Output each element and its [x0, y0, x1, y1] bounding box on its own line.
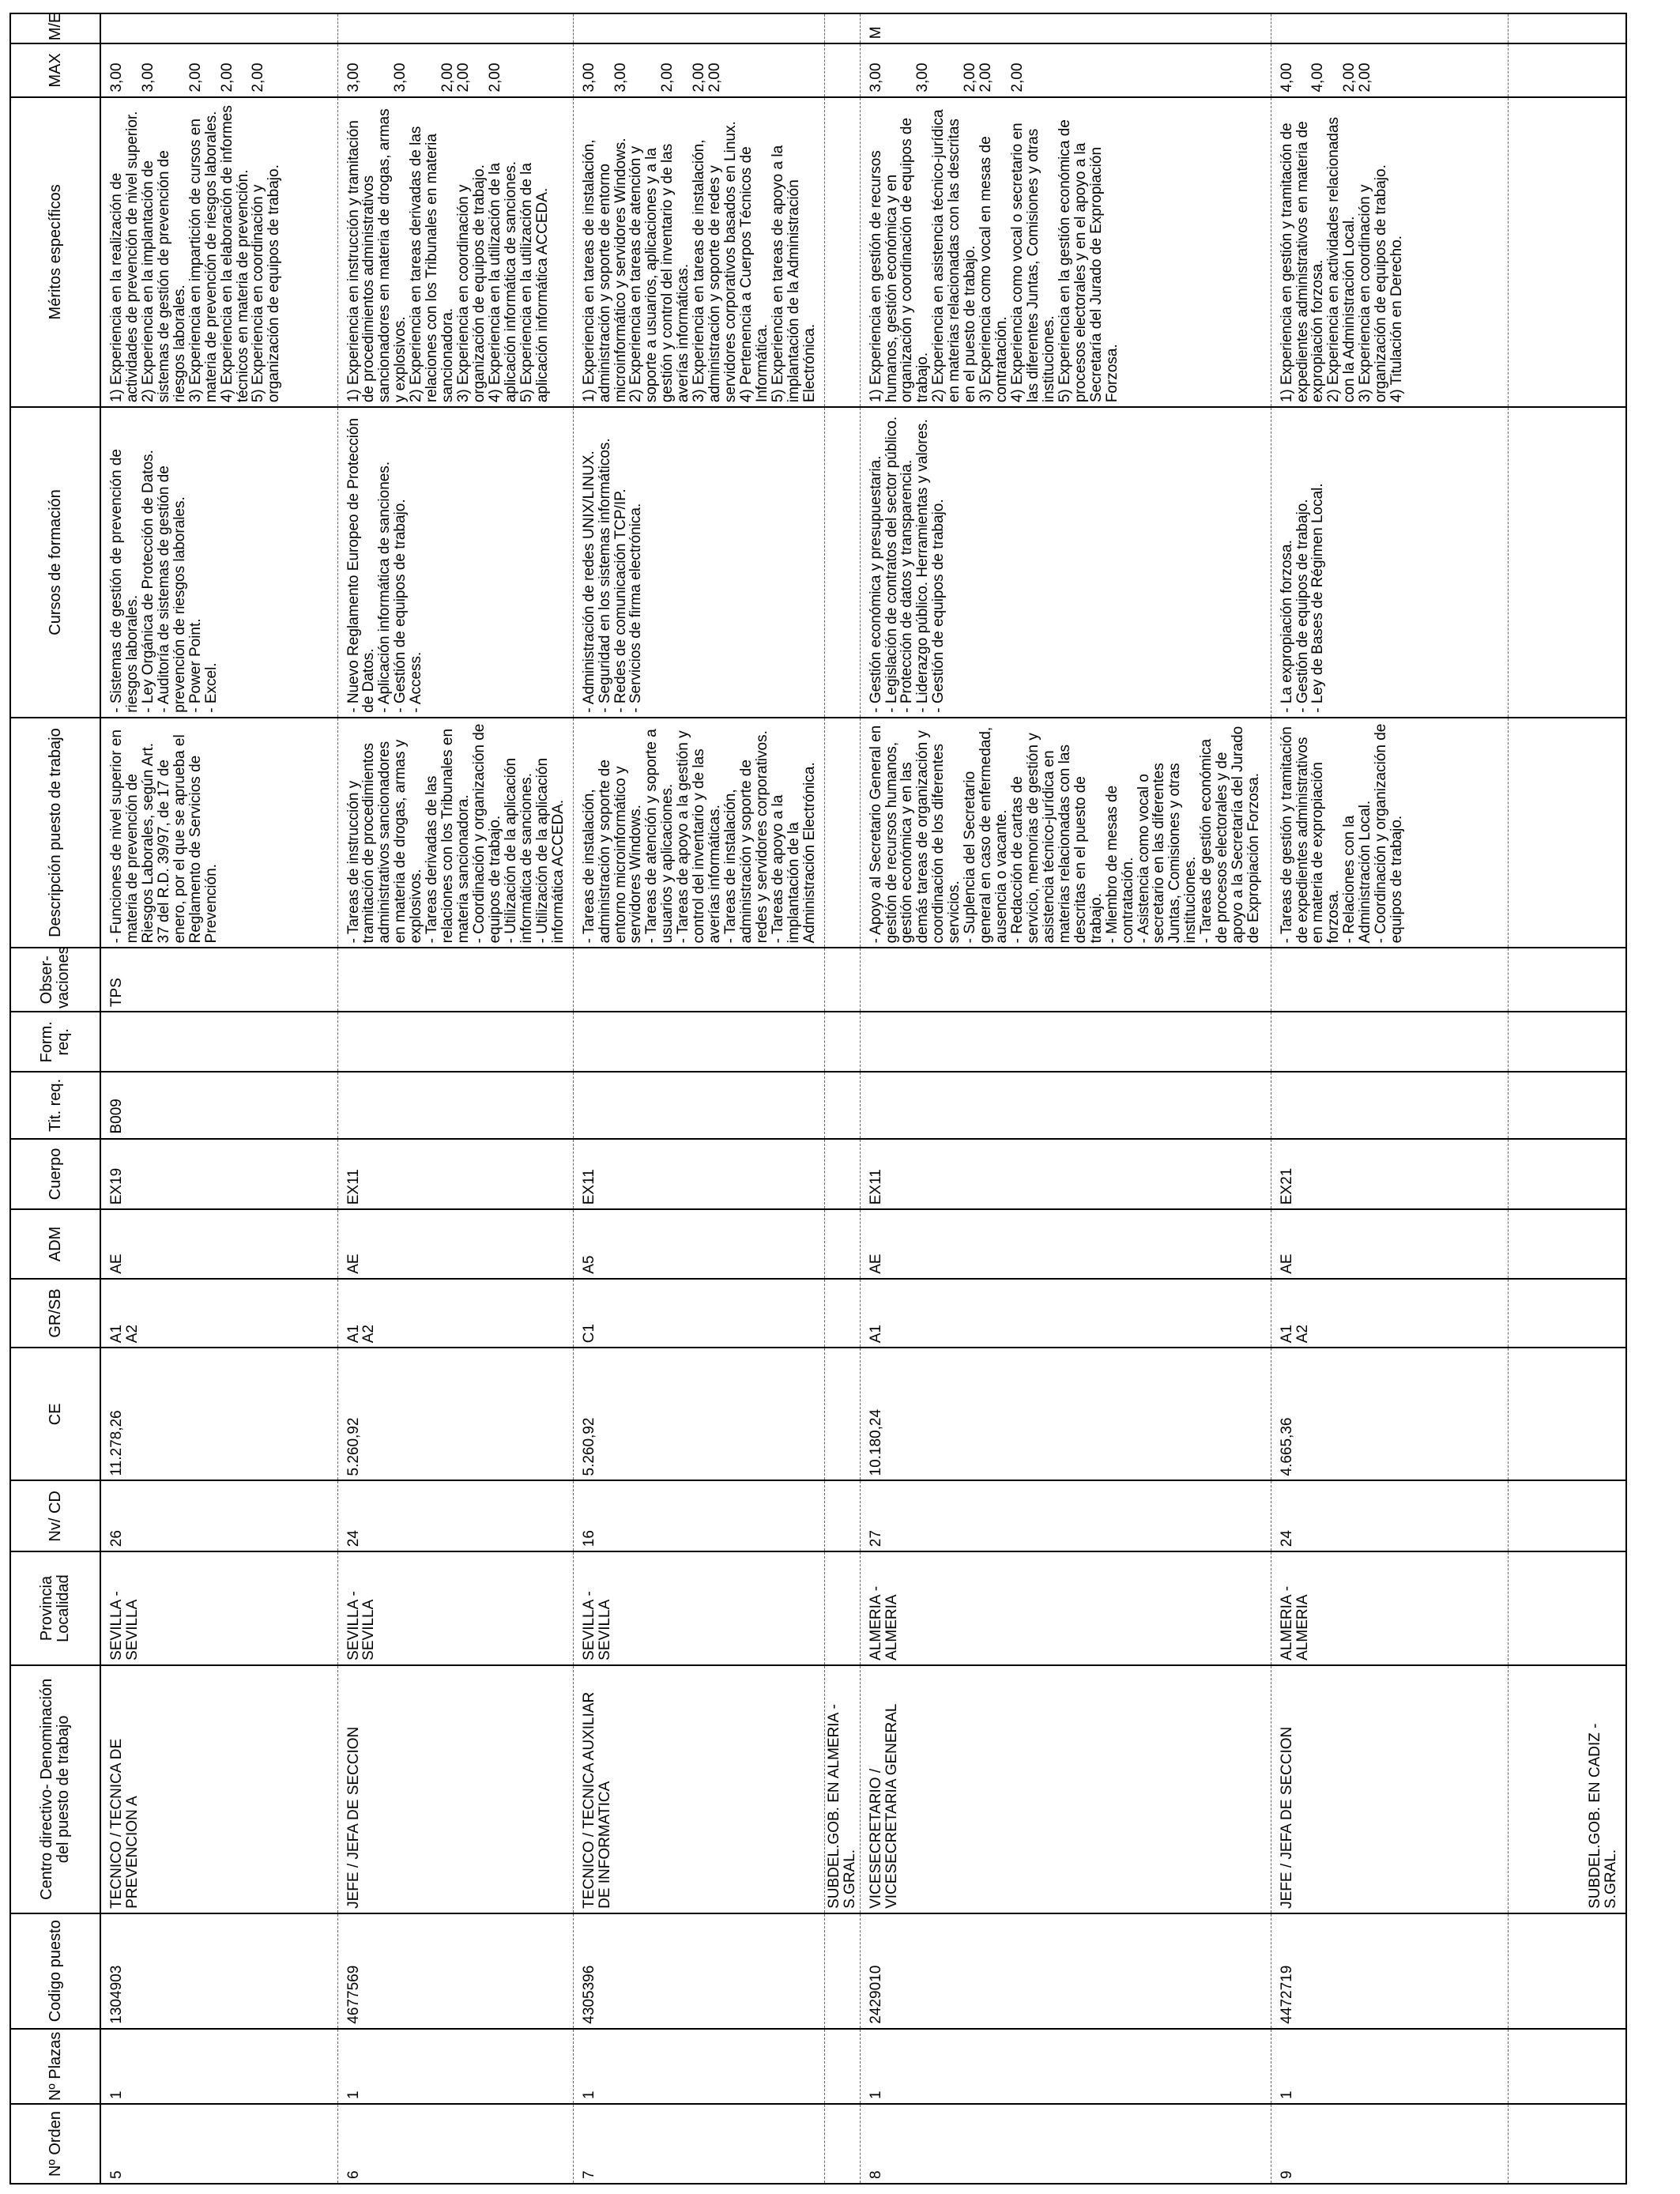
section-row	[824, 13, 860, 2184]
plazas-cell: 1	[860, 2029, 1271, 2104]
nivel-cell: 24	[1271, 1481, 1508, 1552]
col-plazas: Nº Plazas	[10, 2029, 100, 2104]
col-centro: Centro directivo- Denominación del puesto de trabajo	[10, 1665, 100, 1913]
me-cell	[100, 13, 337, 43]
col-nivel: Nv/ CD	[10, 1481, 100, 1552]
adm-cell: AE	[100, 1209, 337, 1278]
max-cell: 3,00 3,00 2,00 2,00 2,00	[337, 43, 573, 96]
orden-cell: 7	[573, 2104, 824, 2184]
centro-cell: TECNICO / TECNICA DE PREVENCION A	[100, 1665, 337, 1913]
max-cell: 3,00 3,00 2,00 2,00 2,00	[573, 43, 824, 96]
form-cell	[573, 1012, 824, 1072]
obs-cell	[1271, 948, 1508, 1012]
nivel-cell: 24	[337, 1481, 573, 1552]
centro-cell: VICESECRETARIO / VICESECRETARIA GENERAL	[860, 1665, 1271, 1913]
codigo-cell: 4472719	[1271, 1913, 1508, 2029]
ce-cell: 5.260,92	[573, 1348, 824, 1480]
plazas-cell: 1	[573, 2029, 824, 2104]
obs-cell: TPS	[100, 948, 337, 1012]
form-cell	[1271, 1012, 1508, 1072]
col-provincia: Provincia Localidad	[10, 1551, 100, 1665]
obs-cell	[337, 948, 573, 1012]
centro-cell: TECNICO / TECNICA AUXILIAR DE INFORMATICA	[573, 1665, 824, 1913]
col-obs: Obser- vaciones	[10, 948, 100, 1012]
meritos-cell: 1) Experiencia en gestión y tramitación de expedientes administrativos en materia de expropiación forzosa. 2) Experiencia en actividades relacionadas con la Administración Local. 3) Experiencia en coordinación y organización de equipos de trabajo. 4) Titulación en Derecho.	[1271, 97, 1508, 408]
ce-cell: 4.665,36	[1271, 1348, 1508, 1480]
tit-cell	[573, 1072, 824, 1138]
meritos-cell: 1) Experiencia en tareas de instalación, administración y soporte de entorno microinformático y servidores Windows. 2) Experiencia en tareas de atención y soporte a usuarios, aplicaciones y a la gestión y control del inventario y de las averías informáticas. 3) Experiencia en tareas de instalación, administración y soporte de redes y servidores corporativos basados en Linux. 4) Pertenencia a Cuerpos Técnicos de Informática. 5) Experiencia en tareas de apoyo a la implantación de la Administración Electrónica.	[573, 97, 824, 408]
col-orden: Nº Orden	[10, 2104, 100, 2184]
col-tit: Tit. req.	[10, 1072, 100, 1138]
orden-cell: 5	[100, 2104, 337, 2184]
codigo-cell: 2429010	[860, 1913, 1271, 2029]
col-meritos: Méritos específicos	[10, 97, 100, 408]
obs-cell	[573, 948, 824, 1012]
obs-cell	[860, 948, 1271, 1012]
me-cell	[573, 13, 824, 43]
orden-cell: 6	[337, 2104, 573, 2184]
max-cell: 3,00 3,00 2,00 2,00 2,00	[860, 43, 1271, 96]
cuerpo-cell: EX11	[860, 1139, 1271, 1210]
header-row	[10, 13, 100, 2184]
col-cursos: Cursos de formación	[10, 407, 100, 718]
nivel-cell: 16	[573, 1481, 824, 1552]
nivel-cell: 26	[100, 1481, 337, 1552]
cuerpo-cell: EX19	[100, 1139, 337, 1210]
plazas-cell: 1	[337, 2029, 573, 2104]
cursos-cell: - Sistemas de gestión de prevención de riesgos laborales. - Ley Orgánica de Protección de Datos. - Auditoría de sistemas de gestión de prevención de riesgos laborales. - Power Point. - Excel.	[100, 407, 337, 718]
cursos-cell: - Administración de redes UNIX/LINUX. - Seguridad en los sistemas informáticos. - Redes de comunicación TCP/IP. - Servicios de firma electrónica.	[573, 407, 824, 718]
orden-cell: 9	[1271, 2104, 1508, 2184]
meritos-cell: 1) Experiencia en la realización de actividades de prevención de nivel superior. 2) Experiencia en la implantación de sistemas de gestión de prevención de riesgos laborales. 3) Experiencia en impartición de cursos en materia de prevención de riesgos laborales. 4) Experiencia en la elaboración de informes técnicos en materia de prevención. 5) Experiencia en coordinación y organización de equipos de trabajo.	[100, 97, 337, 408]
col-adm: ADM	[10, 1209, 100, 1278]
col-form: Form. req.	[10, 1012, 100, 1072]
cursos-cell: - Nuevo Reglamento Europeo de Protección de Datos. - Aplicación informática de sanciones. - Gestión de equipos de trabajo. - Access.	[337, 407, 573, 718]
table-row	[573, 13, 824, 2184]
cuerpo-cell: EX11	[573, 1139, 824, 1210]
table-row	[100, 13, 337, 2184]
form-cell	[100, 1012, 337, 1072]
col-cuerpo: Cuerpo	[10, 1139, 100, 1210]
grupo-cell: A1	[860, 1279, 1271, 1348]
grupo-cell: A1 A2	[100, 1279, 337, 1348]
table-row	[860, 13, 1271, 2184]
cuerpo-cell: EX11	[337, 1139, 573, 1210]
descripcion-cell: - Tareas de instrucción y tramitación de procedimientos administrativos sancionadores en materia de drogas, armas y explosivos. - Tareas derivadas de las relaciones con los Tribunales en materia sancionadora. - Coordinación y organización de equipos de trabajo. - Utilización de la aplicación informática de sanciones. - Utilización de la aplicación informática ACCEDA.	[337, 718, 573, 948]
max-cell: 3,00 3,00 2,00 2,00 2,00	[100, 43, 337, 96]
adm-cell: AE	[337, 1209, 573, 1278]
codigo-cell: 4677569	[337, 1913, 573, 2029]
provincia-cell: ALMERIA - ALMERIA	[860, 1551, 1271, 1665]
descripcion-cell: - Tareas de instalación, administración y soporte de entorno microinformático y servidores Windows. - Tareas de atención y soporte a usuarios y aplicaciones. - Tareas de apoyo a la gestión y control del inventario y de las averías informáticas. - Tareas de instalación, administración y soporte de redes y servidores corporativos. - Tareas de apoyo a la implantación de la Administración Electrónica.	[573, 718, 824, 948]
section-title: SUBDEL.GOB. EN ALMERIA - S.GRAL.	[824, 1665, 860, 1913]
cursos-cell: - La expropiación forzosa. - Gestión de equipos de trabajo. - Ley de Bases de Régimen Local.	[1271, 407, 1508, 718]
grupo-cell: A1 A2	[1271, 1279, 1508, 1348]
section-row	[1508, 13, 1626, 2184]
col-grupo: GR/SB	[10, 1279, 100, 1348]
me-cell	[337, 13, 573, 43]
ce-cell: 5.260,92	[337, 1348, 573, 1480]
codigo-cell: 1304903	[100, 1913, 337, 2029]
centro-cell: JEFE / JEFA DE SECCION	[1271, 1665, 1508, 1913]
table-row	[1271, 13, 1508, 2184]
section-title: SUBDEL.GOB. EN CADIZ - S.GRAL.	[1508, 1665, 1626, 1913]
provincia-cell: SEVILLA - SEVILLA	[100, 1551, 337, 1665]
codigo-cell: 4305396	[573, 1913, 824, 2029]
adm-cell: AE	[860, 1209, 1271, 1278]
plazas-cell: 1	[1271, 2029, 1508, 2104]
plazas-cell: 1	[100, 2029, 337, 2104]
col-ce: CE	[10, 1348, 100, 1480]
meritos-cell: 1) Experiencia en instrucción y tramitación de procedimientos administrativos sancionadores en materia de drogas, armas y explosivos. 2) Experiencia en tareas derivadas de las relaciones con los Tribunales en materia sancionadora. 3) Experiencia en coordinación y organización de equipos de trabajo. 4) Experiencia en la utilización de la aplicación informática de sanciones. 5) Experiencia en la utilización de la aplicación informática ACCEDA.	[337, 97, 573, 408]
provincia-cell: ALMERIA - ALMERIA	[1271, 1551, 1508, 1665]
col-descripcion: Descripción puesto de trabajo	[10, 718, 100, 948]
descripcion-cell: - Funciones de nivel superior en materia de prevención de Riesgos Laborales, según Art. 37 del R.D. 39/97, de 17 de enero, por el que se aprueba el Reglamento de Servicios de Prevención.	[100, 718, 337, 948]
provincia-cell: SEVILLA - SEVILLA	[573, 1551, 824, 1665]
adm-cell: AE	[1271, 1209, 1508, 1278]
cursos-cell: - Gestión económica y presupuestaria. - Legislación de contratos del sector público. - Protección de datos y transparencia. - Liderazgo público. Herramientas y valores. - Gestión de equipos de trabajo.	[860, 407, 1271, 718]
descripcion-cell: - Tareas de gestión y tramitación de expedientes administrativos en materia de expropiación forzosa. - Relaciones con la Administración Local. - Coordinación y organización de equipos de trabajo.	[1271, 718, 1508, 948]
provincia-cell: SEVILLA - SEVILLA	[337, 1551, 573, 1665]
col-me: M/E	[10, 13, 100, 43]
puestos-table	[9, 13, 1627, 2185]
centro-cell: JEFE / JEFA DE SECCION	[337, 1665, 573, 1913]
tit-cell: B009	[100, 1072, 337, 1138]
grupo-cell: A1 A2	[337, 1279, 573, 1348]
me-cell	[1271, 13, 1508, 43]
form-cell	[337, 1012, 573, 1072]
tit-cell	[1271, 1072, 1508, 1138]
adm-cell: A5	[573, 1209, 824, 1278]
col-max: MAX	[10, 43, 100, 96]
tit-cell	[860, 1072, 1271, 1138]
orden-cell: 8	[860, 2104, 1271, 2184]
tit-cell	[337, 1072, 573, 1138]
me-cell: M	[860, 13, 1271, 43]
col-codigo: Codigo puesto	[10, 1913, 100, 2029]
ce-cell: 11.278,26	[100, 1348, 337, 1480]
cuerpo-cell: EX21	[1271, 1139, 1508, 1210]
ce-cell: 10.180,24	[860, 1348, 1271, 1480]
grupo-cell: C1	[573, 1279, 824, 1348]
meritos-cell: 1) Experiencia en gestión de recursos humanos, gestión económica y en organización y coordinación de equipos de trabajo. 2) Experiencia en asistencia técnico-jurídica en materias relacionadas con las descritas en el puesto de trabajo. 3) Experiencia como vocal en mesas de contratación. 4) Experiencia como vocal o secretario en las diferentes Juntas, Comisiones y otras instituciones. 5) Experiencia en la gestión económica de procesos electorales y en el apoyo a la Secretaría del Jurado de Expropiación Forzosa.	[860, 97, 1271, 408]
nivel-cell: 27	[860, 1481, 1271, 1552]
max-cell: 4,00 4,00 2,00 2,00	[1271, 43, 1508, 96]
table-row	[337, 13, 573, 2184]
form-cell	[860, 1012, 1271, 1072]
descripcion-cell: - Apoyo al Secretario General en gestión de recursos humanos, gestión económica y en las demás tareas de organización y coordinación de los diferentes servicios. - Suplencia del Secretario general en caso de enfermedad, ausencia o vacante. - Redacción de cartas de servicio, memorias de gestión y asistencia técnico-jurídica en materias relacionadas con las descritas en el puesto de trabajo. - Miembro de mesas de contratación. - Asistencia como vocal o secretario en las diferentes Juntas, Comisiones y otras instituciones. - Tareas de gestión económica de procesos electorales y de apoyo a la Secretaría del Jurado de Expropiación Forzosa.	[860, 718, 1271, 948]
